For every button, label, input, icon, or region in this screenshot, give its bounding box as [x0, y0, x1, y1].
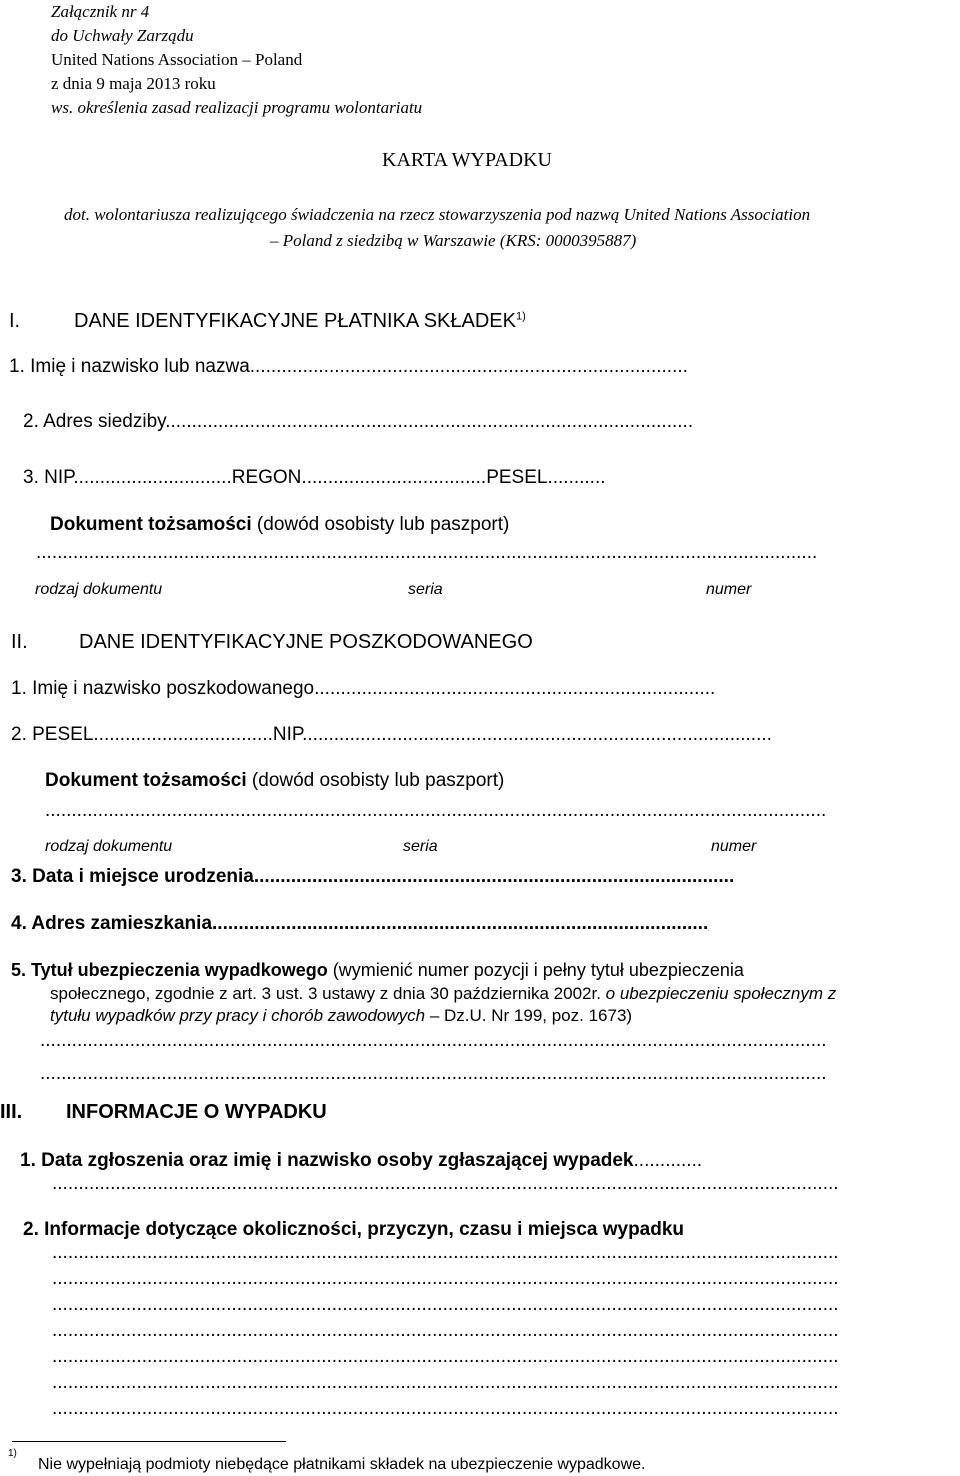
s2-insurance-note-3-italic: tytułu wypadków przy pracy i chorób zawodowych [50, 1006, 426, 1025]
s2-nip-dots: ......................................................................................... [302, 724, 772, 745]
s1-doc-type-caption: rodzaj dokumentu [35, 581, 163, 598]
s2-insurance-note-3: – Dz.U. Nr 199, poz. 1673) [425, 1006, 633, 1025]
s1-pesel-dots: ........... [547, 467, 606, 488]
s2-insurance-label: 5. Tytuł ubezpieczenia wypadkowego [11, 960, 328, 980]
s1-nip-label: 3. NIP [23, 467, 74, 488]
footnote-separator [12, 1441, 286, 1442]
s3-report-dots: ............. [633, 1150, 703, 1171]
s2-insurance-dots-2: ..................................................................................................................................................... [40, 1063, 827, 1084]
s3-circ-dots-2: ..................................................................................................................................................... [52, 1268, 839, 1289]
section-1-heading-text: DANE IDENTYFIKACYJNE PŁATNIKA SKŁADEK [74, 310, 516, 332]
section-2-heading: DANE IDENTYFIKACYJNE POSZKODOWANEGO [79, 631, 533, 653]
s2-doc-dots: .................................................................................................................................................... [45, 800, 827, 821]
s3-circ-dots-4: ..................................................................................................................................................... [52, 1320, 839, 1341]
s2-insurance-dots-1: ..................................................................................................................................................... [40, 1030, 827, 1051]
s2-nip-label: NIP [272, 724, 303, 745]
footnote-text: Nie wypełniają podmioty niebędące płatnikami składek na ubezpieczenie wypadkowe. [38, 1456, 646, 1473]
s1-field-ids [23, 467, 606, 489]
header-line-2: do Uchwały Zarządu [51, 26, 194, 45]
s2-insurance-line-2 [50, 984, 836, 1004]
section-3-heading: INFORMACJE O WYPADKU [66, 1101, 327, 1123]
s1-regon-dots: ................................... [301, 467, 487, 488]
s1-doc-label [50, 514, 509, 536]
subtitle-line-2: – Poland z siedzibą w Warszawie (KRS: 0000395887) [270, 231, 637, 250]
s1-nip-dots: .............................. [73, 467, 232, 488]
s2-field-birth: 3. Data i miejsce urodzenia........................................................................................... [11, 866, 735, 887]
section-1-number: I. [9, 310, 21, 332]
s2-field-ids [11, 724, 772, 746]
s3-circ-dots-5: ..................................................................................................................................................... [52, 1346, 839, 1367]
header-line-5: ws. określenia zasad realizacji programu wolontariatu [51, 98, 423, 117]
s3-field-circumstances: 2. Informacje dotyczące okoliczności, przyczyn, czasu i miejsca wypadku [23, 1219, 685, 1240]
s3-circ-dots-6: ..................................................................................................................................................... [52, 1372, 839, 1393]
s3-field-report [20, 1150, 702, 1172]
s2-doc-label-bold: Dokument tożsamości [45, 770, 247, 791]
s1-regon-label: REGON [231, 467, 302, 488]
s3-report-label: 1. Data zgłoszenia oraz imię i nazwisko osoby zgłaszającej wypadek [20, 1150, 634, 1171]
header-line-1: Załącznik nr 4 [51, 2, 150, 21]
s2-field-name: 1. Imię i nazwisko poszkodowanego............................................................................ [11, 678, 716, 699]
s3-circ-dots-7: ..................................................................................................................................................... [52, 1398, 839, 1419]
s2-insurance-note-2-italic: o ubezpieczeniu społecznym z [600, 984, 837, 1003]
s2-pesel-dots: .................................. [93, 724, 273, 745]
s2-doc-label-rest: (dowód osobisty lub paszport) [246, 770, 505, 791]
s3-circ-dots-3: ..................................................................................................................................................... [52, 1294, 839, 1315]
s2-doc-series-caption: seria [403, 838, 438, 855]
s2-insurance-note-1: (wymienić numer pozycji i pełny tytuł ubezpieczenia [327, 960, 744, 980]
s2-insurance-note-2: społecznego, zgodnie z art. 3 ust. 3 ustawy z dnia 30 października 2002r. [50, 984, 601, 1003]
s3-report-dots-line: ..................................................................................................................................................... [52, 1173, 839, 1194]
s2-insurance-line-3 [50, 1006, 632, 1026]
section-2-number: II. [11, 631, 28, 653]
s1-doc-label-bold: Dokument tożsamości [50, 514, 252, 535]
footnote-ref: 1) [515, 310, 526, 323]
header-line-3: United Nations Association – Poland [51, 50, 303, 69]
s1-pesel-label: PESEL [486, 467, 548, 488]
section-1-heading [74, 310, 526, 333]
page-title: KARTA WYPADKU [382, 149, 552, 171]
s2-doc-label [45, 770, 504, 792]
s1-field-name: 1. Imię i nazwisko lub nazwa................................................................................... [9, 356, 688, 377]
s2-doc-type-caption: rodzaj dokumentu [45, 838, 173, 855]
s1-field-address: 2. Adres siedziby.................................................................................................... [23, 411, 694, 432]
footnote-mark: 1) [8, 1448, 17, 1459]
s1-doc-dots: .................................................................................................................................................... [36, 542, 818, 563]
header-line-4: z dnia 9 maja 2013 roku [51, 74, 216, 93]
s1-doc-label-rest: (dowód osobisty lub paszport) [251, 514, 510, 535]
subtitle-line-1: dot. wolontariusza realizującego świadczenia na rzecz stowarzyszenia pod nazwą United Nations Association [64, 205, 811, 224]
s1-doc-series-caption: seria [408, 581, 443, 598]
section-3-number: III. [0, 1101, 23, 1123]
s2-pesel-label: 2. PESEL [11, 724, 94, 745]
s2-field-insurance [11, 960, 744, 981]
s3-circ-dots-1: ..................................................................................................................................................... [52, 1242, 839, 1263]
s1-doc-number-caption: numer [706, 581, 752, 598]
s2-doc-number-caption: numer [711, 838, 757, 855]
s2-field-residence: 4. Adres zamieszkania.............................................................................................. [11, 913, 709, 934]
